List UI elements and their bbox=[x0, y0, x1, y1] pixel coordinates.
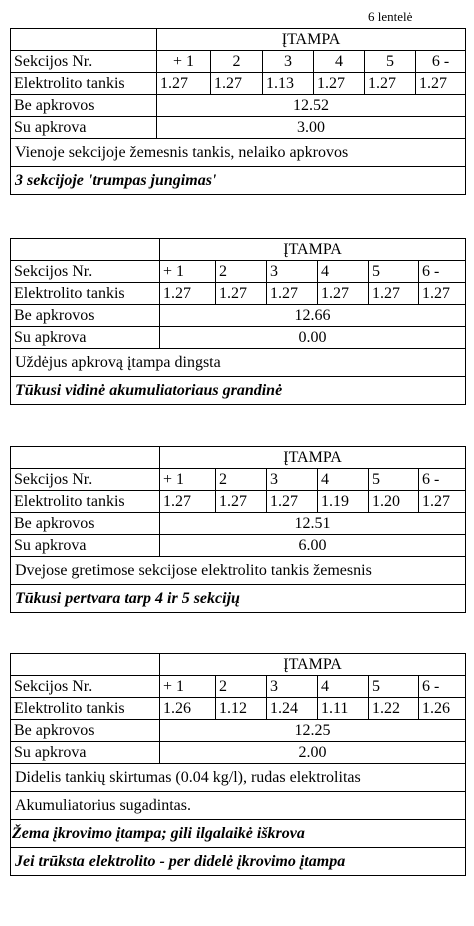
voltage-header: ĮTAMPA bbox=[157, 29, 466, 51]
observation-note: Akumuliatorius sugadintas. bbox=[11, 792, 466, 820]
load-label: Su apkrova bbox=[11, 327, 160, 349]
density-value: 1.22 bbox=[369, 698, 419, 720]
no-load-label: Be apkrovos bbox=[11, 513, 160, 535]
section-number: 2 bbox=[216, 261, 267, 283]
sections-label: Sekcijos Nr. bbox=[11, 469, 160, 491]
table-row bbox=[11, 327, 466, 349]
sections-label: Sekcijos Nr. bbox=[11, 51, 157, 73]
observation-note: Uždėjus apkrovą įtampa dingsta bbox=[11, 349, 466, 377]
density-value: 1.27 bbox=[267, 491, 318, 513]
no-load-label: Be apkrovos bbox=[11, 720, 160, 742]
table-row bbox=[11, 491, 466, 513]
section-number: + 1 bbox=[160, 676, 216, 698]
section-number: 3 bbox=[267, 676, 318, 698]
diagnosis-conclusion: 3 sekcijoje 'trumpas jungimas' bbox=[11, 167, 466, 195]
table-row bbox=[11, 848, 466, 876]
section-number: 2 bbox=[216, 469, 267, 491]
observation-note: Dvejose gretimose sekcijose elektrolito tankis žemesnis bbox=[11, 557, 466, 585]
table-row bbox=[11, 349, 466, 377]
section-number: 2 bbox=[216, 676, 267, 698]
table-row bbox=[11, 698, 466, 720]
density-value: 1.27 bbox=[416, 73, 466, 95]
no-load-value: 12.51 bbox=[160, 513, 466, 535]
diagnosis-conclusion: Tūkusi vidinė akumuliatoriaus grandinė bbox=[11, 377, 466, 405]
table-row bbox=[11, 305, 466, 327]
density-value: 1.27 bbox=[160, 283, 216, 305]
diagnostic-table-1 bbox=[10, 28, 466, 195]
density-value: 1.19 bbox=[318, 491, 369, 513]
section-number: 6 - bbox=[419, 261, 466, 283]
section-number: 4 bbox=[318, 676, 369, 698]
density-value: 1.27 bbox=[365, 73, 416, 95]
table-row bbox=[11, 239, 466, 261]
density-value: 1.27 bbox=[318, 283, 369, 305]
table-row bbox=[11, 720, 466, 742]
section-number: 3 bbox=[263, 51, 314, 73]
section-number: + 1 bbox=[157, 51, 211, 73]
no-load-label: Be apkrovos bbox=[11, 95, 157, 117]
density-label: Elektrolito tankis bbox=[11, 73, 157, 95]
section-number: 4 bbox=[318, 469, 369, 491]
diagnostic-table-2 bbox=[10, 238, 466, 405]
section-number: 4 bbox=[318, 261, 369, 283]
section-number: 3 bbox=[267, 469, 318, 491]
diagnosis-conclusion: Jei trūksta elektrolito - per didelė įkrovimo įtampa bbox=[11, 848, 466, 876]
diagnostic-table-3 bbox=[10, 446, 466, 613]
header-blank-cell bbox=[11, 447, 160, 469]
load-value: 6.00 bbox=[160, 535, 466, 557]
voltage-header: ĮTAMPA bbox=[160, 654, 466, 676]
table-row bbox=[11, 654, 466, 676]
header-blank-cell bbox=[11, 654, 160, 676]
table-row bbox=[11, 167, 466, 195]
table-row bbox=[11, 51, 466, 73]
observation-note: Vienoje sekcijoje žemesnis tankis, nelaiko apkrovos bbox=[11, 139, 466, 167]
sections-label: Sekcijos Nr. bbox=[11, 261, 160, 283]
density-value: 1.27 bbox=[314, 73, 365, 95]
load-label: Su apkrova bbox=[11, 742, 160, 764]
section-number: 4 bbox=[314, 51, 365, 73]
density-value: 1.27 bbox=[216, 491, 267, 513]
density-value: 1.24 bbox=[267, 698, 318, 720]
header-blank-cell bbox=[11, 29, 157, 51]
section-number: 5 bbox=[369, 469, 419, 491]
section-number: 5 bbox=[369, 261, 419, 283]
section-number: + 1 bbox=[160, 261, 216, 283]
density-value: 1.27 bbox=[157, 73, 211, 95]
table-row bbox=[11, 139, 466, 167]
density-value: 1.20 bbox=[369, 491, 419, 513]
load-value: 2.00 bbox=[160, 742, 466, 764]
table-row bbox=[11, 820, 466, 848]
density-value: 1.27 bbox=[216, 283, 267, 305]
table-row bbox=[11, 29, 466, 51]
table-row bbox=[11, 513, 466, 535]
table-row bbox=[11, 283, 466, 305]
table-row bbox=[11, 585, 466, 613]
density-label: Elektrolito tankis bbox=[11, 283, 160, 305]
density-label: Elektrolito tankis bbox=[11, 698, 160, 720]
no-load-value: 12.52 bbox=[157, 95, 466, 117]
table-row bbox=[11, 117, 466, 139]
diagnosis-conclusion: Žema įkrovimo įtampa; gili ilgalaikė iškrova bbox=[11, 820, 466, 848]
density-value: 1.27 bbox=[419, 283, 466, 305]
table-row bbox=[11, 261, 466, 283]
no-load-value: 12.25 bbox=[160, 720, 466, 742]
density-label: Elektrolito tankis bbox=[11, 491, 160, 513]
section-number: + 1 bbox=[160, 469, 216, 491]
section-number: 6 - bbox=[419, 676, 466, 698]
density-value: 1.11 bbox=[318, 698, 369, 720]
observation-note: Didelis tankių skirtumas (0.04 kg/l), rudas elektrolitas bbox=[11, 764, 466, 792]
diagnosis-conclusion: Tūkusi pertvara tarp 4 ir 5 sekcijų bbox=[11, 585, 466, 613]
table-row bbox=[11, 557, 466, 585]
table-row bbox=[11, 73, 466, 95]
table-row bbox=[11, 792, 466, 820]
no-load-value: 12.66 bbox=[160, 305, 466, 327]
table-caption: 6 lentelė bbox=[368, 9, 413, 24]
no-load-label: Be apkrovos bbox=[11, 305, 160, 327]
load-value: 3.00 bbox=[157, 117, 466, 139]
section-number: 6 - bbox=[416, 51, 466, 73]
table-row bbox=[11, 447, 466, 469]
table-row bbox=[11, 535, 466, 557]
density-value: 1.27 bbox=[267, 283, 318, 305]
load-label: Su apkrova bbox=[11, 535, 160, 557]
density-value: 1.26 bbox=[160, 698, 216, 720]
density-value: 1.26 bbox=[419, 698, 466, 720]
section-number: 5 bbox=[369, 676, 419, 698]
header-blank-cell bbox=[11, 239, 160, 261]
load-value: 0.00 bbox=[160, 327, 466, 349]
density-value: 1.27 bbox=[211, 73, 263, 95]
section-number: 6 - bbox=[419, 469, 466, 491]
density-value: 1.27 bbox=[160, 491, 216, 513]
density-value: 1.12 bbox=[216, 698, 267, 720]
density-value: 1.27 bbox=[369, 283, 419, 305]
density-value: 1.27 bbox=[419, 491, 466, 513]
voltage-header: ĮTAMPA bbox=[160, 239, 466, 261]
voltage-header: ĮTAMPA bbox=[160, 447, 466, 469]
table-row bbox=[11, 764, 466, 792]
table-row bbox=[11, 377, 466, 405]
section-number: 5 bbox=[365, 51, 416, 73]
section-number: 2 bbox=[211, 51, 263, 73]
sections-label: Sekcijos Nr. bbox=[11, 676, 160, 698]
diagnostic-table-4 bbox=[10, 653, 466, 876]
density-value: 1.13 bbox=[263, 73, 314, 95]
section-number: 3 bbox=[267, 261, 318, 283]
table-row bbox=[11, 676, 466, 698]
load-label: Su apkrova bbox=[11, 117, 157, 139]
table-row bbox=[11, 469, 466, 491]
table-row bbox=[11, 95, 466, 117]
table-row bbox=[11, 742, 466, 764]
